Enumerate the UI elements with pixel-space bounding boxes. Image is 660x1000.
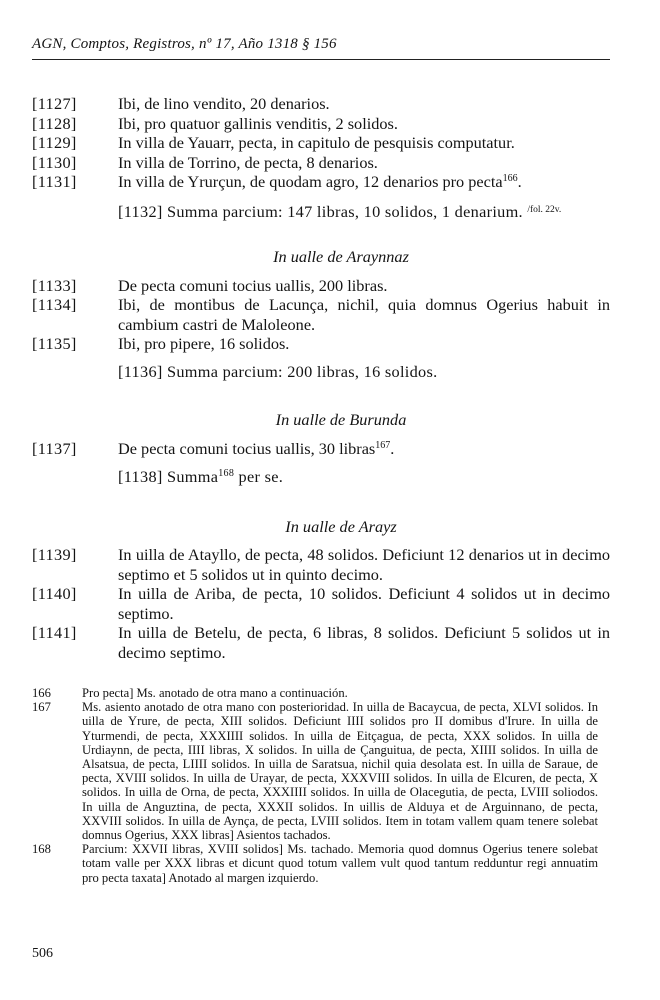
section-title-araynnaz: In ualle de Araynnaz — [273, 247, 409, 266]
entry-1127 — [32, 94, 610, 114]
summa-1138-label: [1138] Summa — [118, 467, 219, 486]
entry-1128 — [32, 114, 610, 134]
footnote-ref-168: 168 — [218, 468, 235, 479]
entry-number: [1139] — [32, 545, 77, 564]
entry-text-body: De pecta comuni tocius uallis, 200 libras. — [118, 275, 388, 295]
footnote-ref-166: 166 — [502, 173, 518, 184]
footnote-text: Ms. asiento anotado de otra mano con posterioridad. In uilla de Bacaycua, de pecta, XLVI solidos. In uilla de Yrure, de pecta, XIII solidos. Deficiunt IIII solidos pro II domibus d'Irure. In uilla de Yturmendi, de pecta, XXXIIII solidos. In uilla de Eitçagua, de pecta, XXX solidos. In uilla de Urdiaynn, de pecta, IIII libras, X solidos. In uilla de Çanguitua, de pecta, XIIII solidos. In uilla de Alsatsua, de pecta, LIIII solidos. In uilla de Saratsua, nichil quia desolata est. In uilla de Saraue, de pecta, XVIII solidos. In uilla de Urayar, de pecta, XXXVIII solidos. In uilla de Elcuren, de pecta, X solidos. In uilla de Orna, de pecta, XXXIIII solidos. In uilla de Olacegutia, de pecta, LVIII soliodos. In uilla de Anguztina, de pecta, XXXII solidos. In uillis de Alduya et de Arguinnano, de pecta, XXVIII solidos. In uilla de Aynça, de pecta, LVIII solidos. Item in totam vallem quam tenere solebat domnus Ogerius, XXX libras] Asientos tachados. — [82, 700, 598, 843]
entry-text — [118, 133, 610, 153]
entry-1135 — [32, 334, 610, 354]
entry-text-body: Ibi, de montibus de Lacunça, nichil, quia domnus Ogerius habuit in cambium castri de Maloleone. — [118, 295, 610, 334]
footnote-167 — [32, 700, 598, 842]
entries-group-2 — [32, 276, 610, 354]
footnote-166 — [32, 686, 598, 700]
footnotes — [32, 686, 598, 885]
entry-text-body: Ibi, pro pipere, 16 solidos. — [118, 334, 290, 353]
summa-1136: [1136] Summa parcium: 200 libras, 16 solidos. — [118, 361, 438, 381]
entry-text-body: In uilla de Atayllo, de pecta, 48 solidos. Deficiunt 12 denarios ut in decimo septimo et 5 solidos ut in quinto decimo. — [118, 545, 610, 584]
section-title-burunda: In ualle de Burunda — [275, 410, 407, 429]
footnote-number: 168 — [32, 842, 51, 857]
entry-number: [1131] — [32, 172, 77, 191]
folio-note: /fol. 22v. — [527, 204, 562, 215]
entry-text-body: In villa de Yauarr, pecta, in capitulo de pesquisis computatur. — [118, 133, 515, 152]
entry-number: [1133] — [32, 275, 77, 295]
entry-text — [118, 114, 610, 134]
entry-number: [1129] — [32, 133, 77, 152]
entry-text — [118, 584, 610, 623]
entry-number: [1128] — [32, 113, 77, 133]
entry-1134 — [32, 295, 610, 334]
entry-text — [118, 276, 610, 296]
entry-text-body: In uilla de Betelu, de pecta, 6 libras, 8 solidos. Deficiunt 5 solidos ut in decimo septimo. — [118, 623, 610, 662]
footnote-text: Pro pecta] Ms. anotado de otra mano a continuación. — [82, 686, 348, 700]
entry-number: [1135] — [32, 334, 77, 353]
entry-1130 — [32, 153, 610, 173]
entry-number: [1130] — [32, 152, 77, 172]
entry-text — [118, 545, 610, 584]
entry-number: [1134] — [32, 295, 77, 314]
header-rule — [32, 59, 610, 60]
entry-text-body: In villa de Torrino, de pecta, 8 denarios. — [118, 152, 378, 172]
entry-number: [1137] — [32, 438, 77, 458]
entry-text — [118, 172, 610, 192]
entry-1139 — [32, 545, 610, 584]
entry-text-body: De pecta comuni tocius uallis, 30 libras — [118, 438, 376, 458]
summa-1138 — [32, 467, 610, 487]
main-text — [32, 94, 610, 662]
entry-1140 — [32, 584, 610, 623]
section-title-arayz: In ualle de Arayz — [285, 516, 397, 536]
entry-text — [118, 334, 610, 354]
entry-text — [118, 94, 610, 114]
footnote-text: Parcium: XXVII libras, XVIII solidos] Ms. tachado. Memoria quod domnus Ogerius tenere solebat totam valle per XXX libras et dicunt quod totum vallem vult quod tantum redduntur regi annuatim pro pecta taxata] Anotado al margen izquierdo. — [82, 842, 598, 885]
entry-1137 — [32, 439, 610, 459]
entry-text-body: In uilla de Ariba, de pecta, 10 solidos. Deficiunt 4 solidos ut in decimo septimo. — [118, 584, 610, 623]
summa-1132-text: [1132] Summa parcium: 147 libras, 10 solidos, 1 denarium. — [118, 201, 523, 221]
running-header: AGN, Comptos, Registros, nº 17, Año 1318 § 156 — [32, 36, 337, 52]
entry-text-body: In villa de Yrurçun, de quodam agro, 12 denarios pro pecta — [118, 172, 503, 191]
entry-text-body: Ibi, pro quatuor gallinis venditis, 2 solidos. — [118, 113, 398, 133]
page-number: 506 — [32, 946, 53, 961]
summa-1132 — [32, 201, 610, 222]
footnote-number: 166 — [32, 686, 51, 700]
entry-text — [118, 153, 610, 173]
entry-text-end: . — [517, 172, 522, 191]
entry-number: [1127] — [32, 94, 77, 113]
entry-1129 — [32, 133, 610, 153]
entries-group-1 — [32, 94, 610, 192]
entry-text — [118, 295, 610, 334]
entries-group-3 — [32, 545, 610, 662]
entry-text — [118, 623, 610, 662]
entry-1141 — [32, 623, 610, 662]
footnote-168 — [32, 842, 598, 885]
entry-text — [118, 439, 610, 459]
entry-text-body: Ibi, de lino vendito, 20 denarios. — [118, 94, 330, 113]
summa-1138-text: per se. — [234, 467, 284, 486]
entry-text-end: . — [390, 438, 395, 458]
footnote-number: 167 — [32, 700, 51, 715]
entry-number: [1141] — [32, 623, 77, 642]
entry-1133 — [32, 276, 610, 296]
footnote-ref-167: 167 — [375, 439, 391, 451]
entry-number: [1140] — [32, 584, 77, 603]
entry-1131 — [32, 172, 610, 192]
